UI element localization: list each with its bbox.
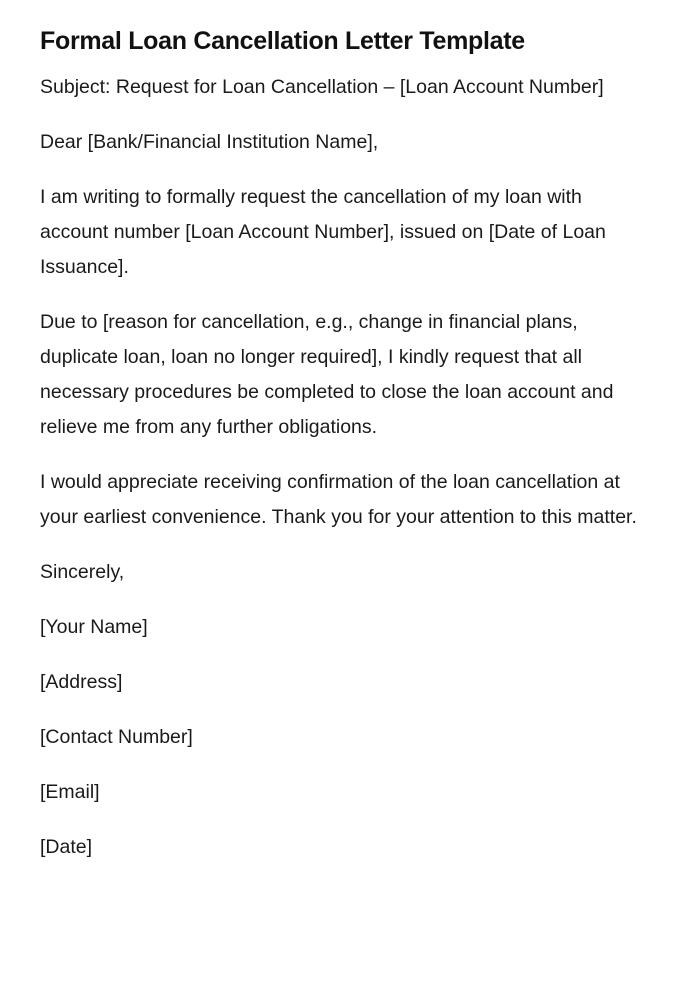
body-paragraph-closing-request: I would appreciate receiving confirmation of the loan cancellation at your earliest convenience. Thank you for your attention to this matter.	[40, 471, 637, 528]
signature-address: [Address]	[40, 671, 123, 693]
signature-contact-number: [Contact Number]	[40, 726, 193, 748]
closing-line: Sincerely,	[40, 561, 125, 583]
subject-line: Subject: Request for Loan Cancellation – [Loan Account Number]	[40, 76, 604, 98]
signature-date: [Date]	[40, 836, 93, 858]
body-paragraph-request: I am writing to formally request the cancellation of my loan with account number [Loan Account Number], issued on [Date of Loan Issuance].	[40, 186, 606, 278]
body-paragraph-reason: Due to [reason for cancellation, e.g., change in financial plans, duplicate loan, loan no longer required], I kindly request that all necessary procedures be completed to close the loan account and relieve me from any further obligations.	[40, 311, 614, 438]
signature-name: [Your Name]	[40, 616, 148, 638]
signature-email: [Email]	[40, 781, 100, 803]
document-title: Formal Loan Cancellation Letter Template	[40, 27, 525, 55]
salutation: Dear [Bank/Financial Institution Name],	[40, 131, 379, 153]
